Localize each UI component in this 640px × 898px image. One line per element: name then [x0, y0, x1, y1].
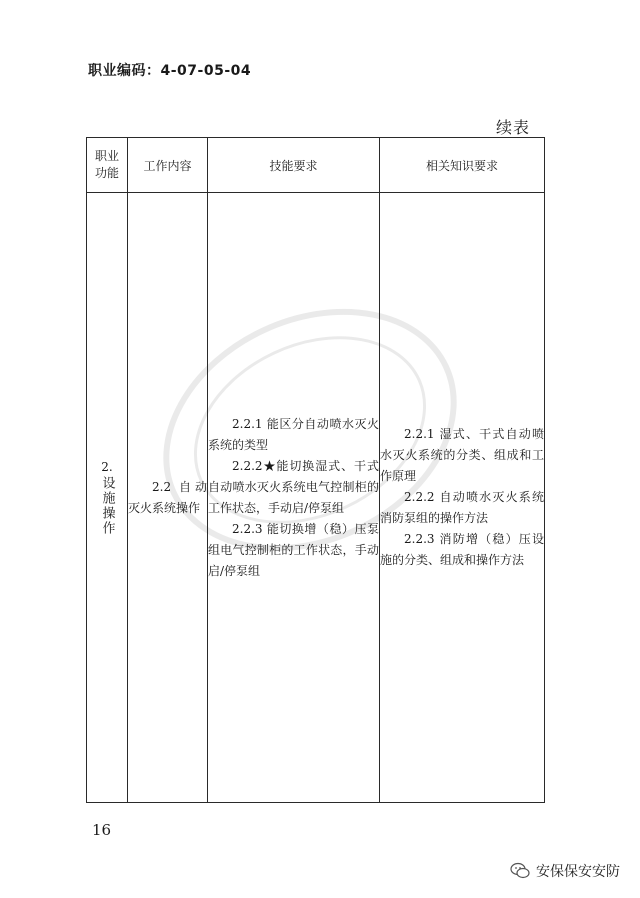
knowledge-cell [380, 193, 545, 803]
skill-item: 2.2.1 能区分自动喷水灭火系统的类型 [208, 416, 379, 452]
skill-item: 2.2.2★能切换湿式、干式自动喷水灭火系统电气控制柜的工作状态，手动启/停泵组 [208, 458, 379, 515]
function-cell [87, 193, 128, 803]
occupation-code: 职业编码：4-07-05-04 [88, 63, 252, 79]
header-function [87, 138, 128, 193]
wechat-icon [510, 862, 530, 880]
header-work-content: 工作内容 [128, 138, 208, 193]
skills-cell [208, 193, 380, 803]
header-skill-requirements: 技能要求 [208, 138, 380, 193]
function-number: 2. [101, 459, 113, 474]
work-content-cell [128, 193, 208, 803]
header-function-line1: 职业 [94, 149, 119, 163]
header-function-line2: 功能 [94, 166, 119, 180]
knowledge-item: 2.2.2 自动喷水灭火系统消防泵组的操作方法 [380, 490, 544, 525]
work-content-text: 2.2 自动灭火系统操作 [128, 479, 207, 515]
knowledge-item: 2.2.3 消防增（稳）压设施的分类、组成和操作方法 [380, 532, 544, 567]
brand-watermark [510, 861, 620, 881]
function-name: 设施操作 [99, 475, 115, 536]
header-knowledge-requirements: 相关知识要求 [380, 138, 545, 193]
table-row [87, 193, 545, 803]
table-header-row [87, 138, 545, 193]
continued-label: 续表 [496, 118, 531, 137]
knowledge-item: 2.2.1 湿式、干式自动喷水灭火系统的分类、组成和工作原理 [380, 427, 544, 483]
skill-item: 2.2.3 能切换增（稳）压泵组电气控制柜的工作状态，手动启/停泵组 [208, 521, 379, 578]
brand-name: 安保保安安防 [536, 864, 620, 880]
requirements-table [86, 137, 545, 803]
page-number: 16 [92, 821, 112, 839]
